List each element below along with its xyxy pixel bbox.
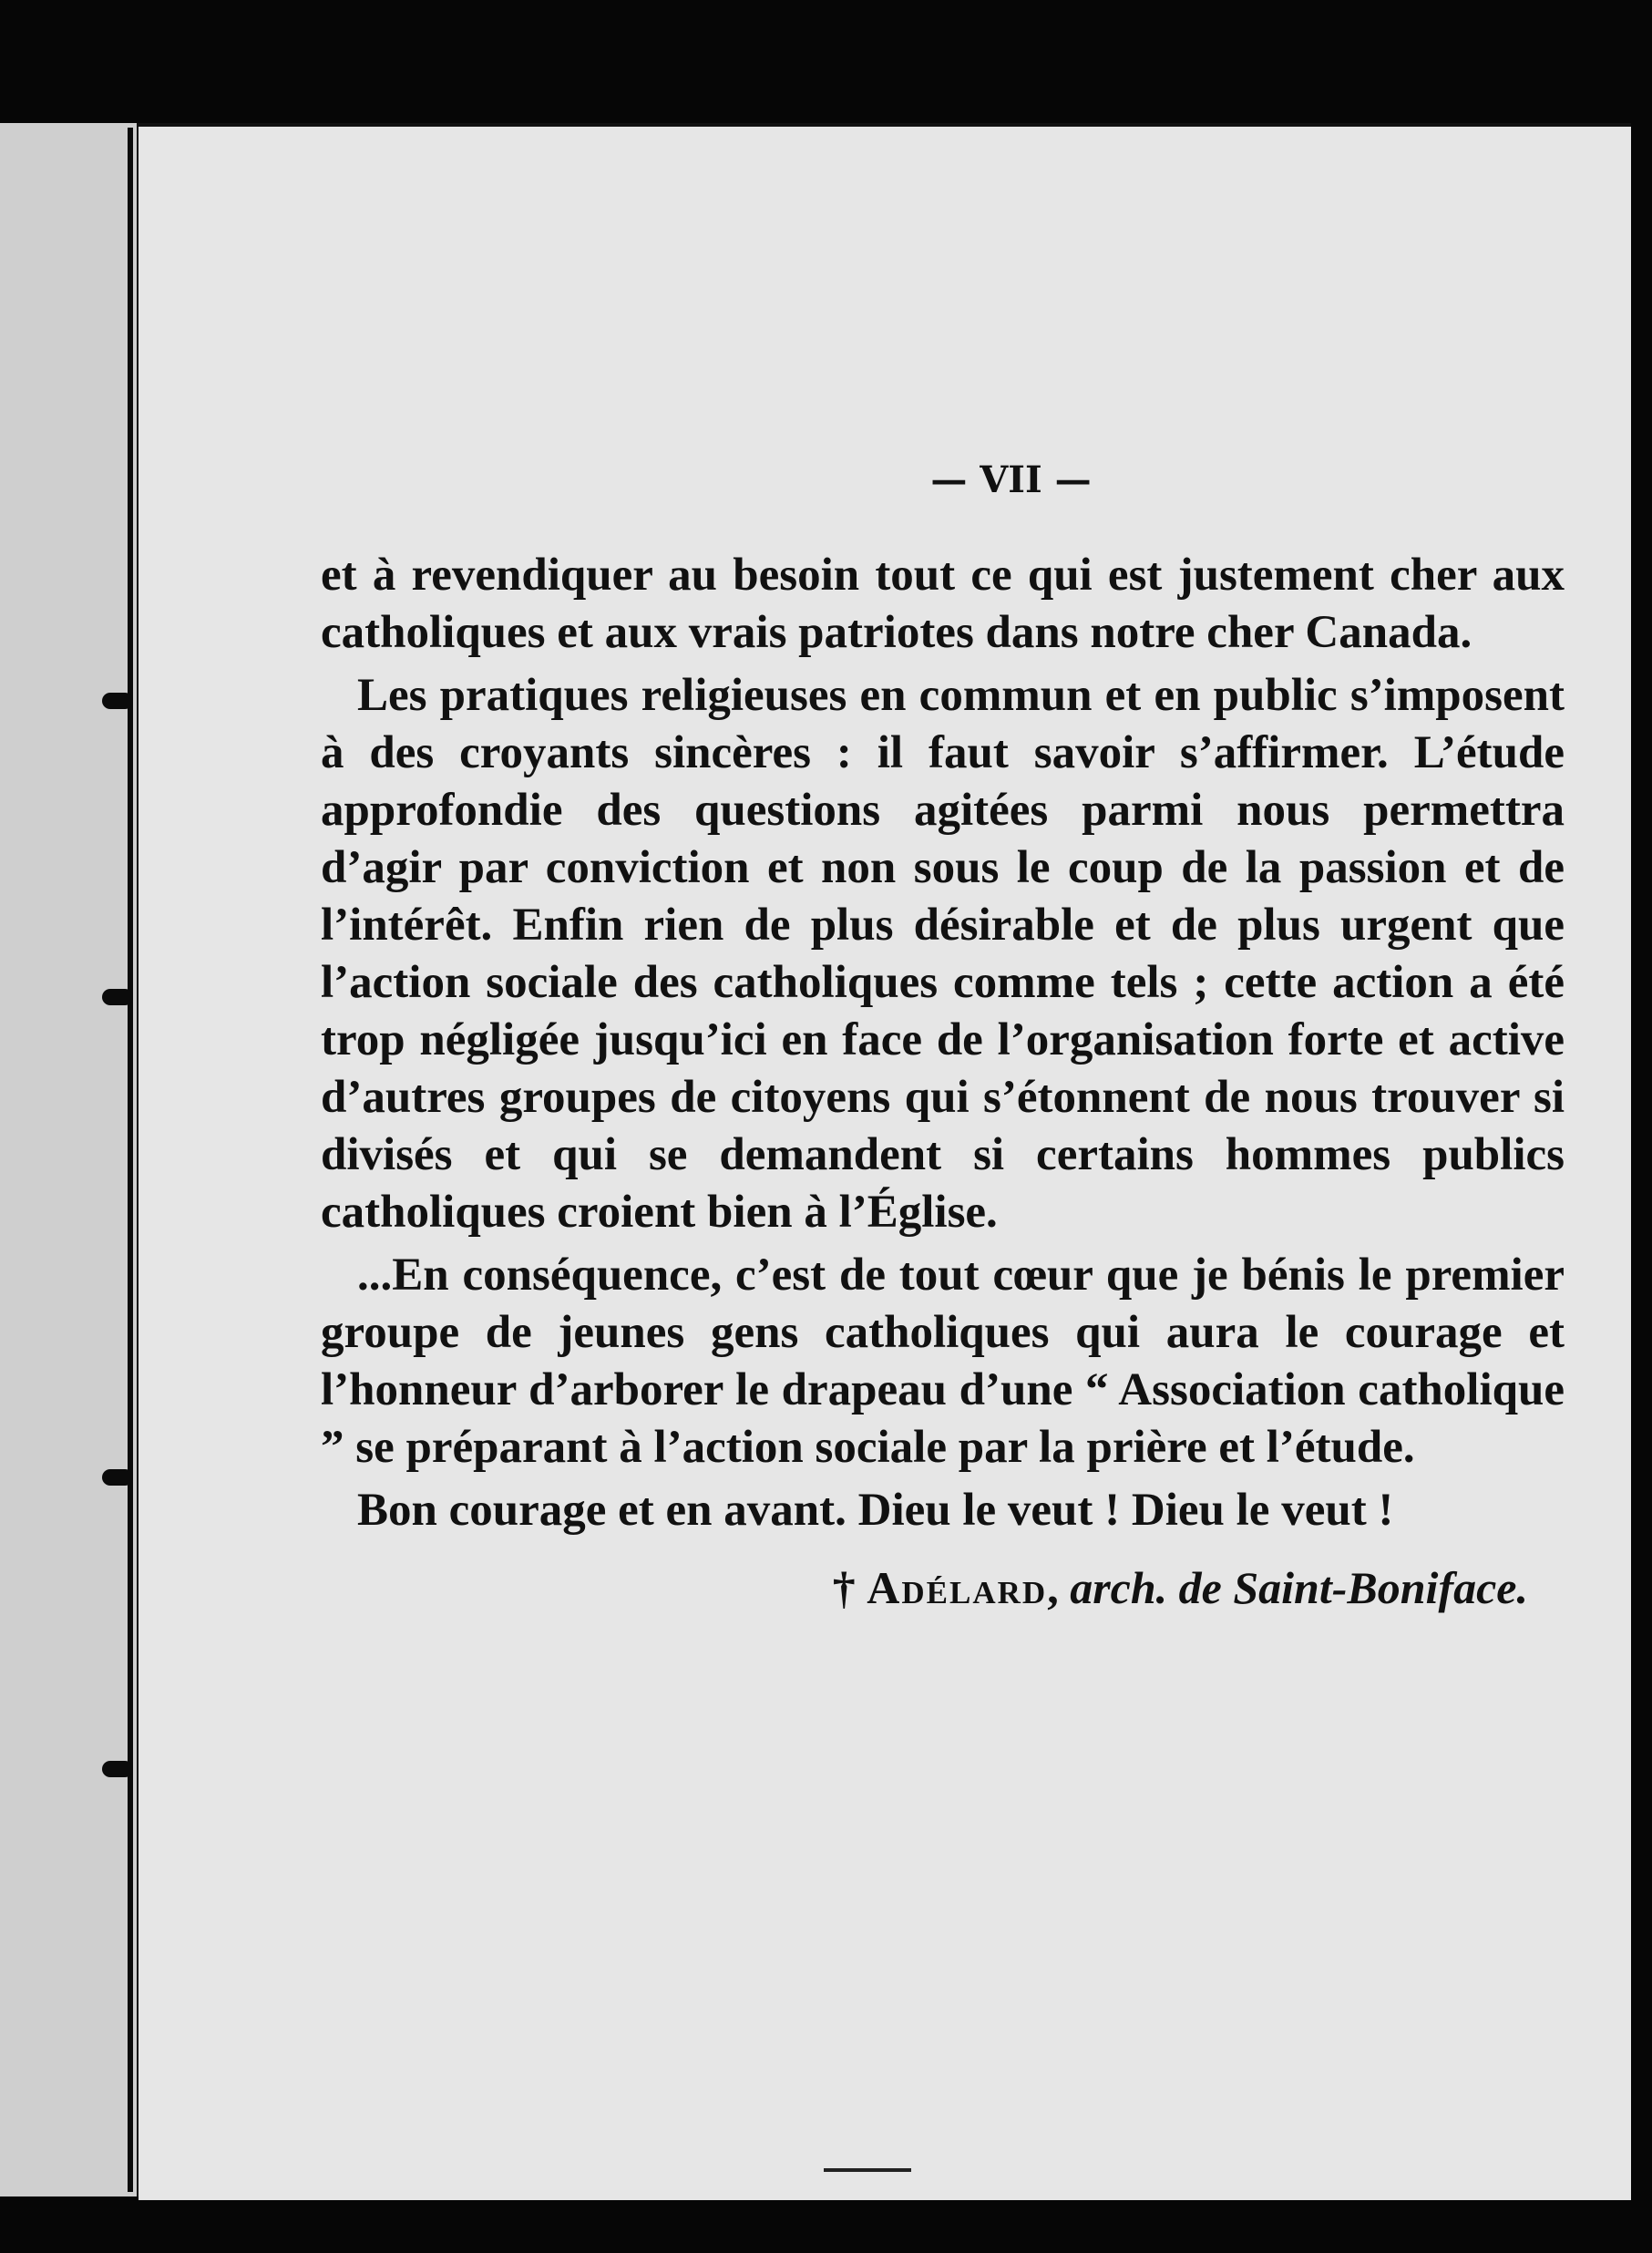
paragraph: Bon courage et en avant. Dieu le veut ! Dieu le veut ! [357, 1485, 1394, 1536]
end-rule [824, 2168, 911, 2172]
paragraph: Les pratiques religieuses en commun et en public s’imposent à des croyants sincères : il faut savoir s’affirmer. L’étude approfondie des questions agitées parmi nous permettra d’agir par conviction et non sous le coup de la passion et de l’intérêt. Enfin rien de plus désirable et de plus urgent que l’action sociale des catholiques comme tels ; cette action a été trop négligée jusqu’ici en face de l’organisation forte et active d’autres groupes de citoyens qui s’étonnent de nous trouver si divisés et qui se demandent si certains hommes publics catholiques croient bien à l’Église. [321, 670, 1565, 1238]
binding-stitch [102, 989, 133, 1005]
signature-name: Adélard [867, 1562, 1048, 1613]
signature-title: arch. de Saint-Boniface. [1070, 1562, 1528, 1613]
signature [321, 1559, 1565, 1617]
book-page [139, 123, 1631, 2200]
binding-stitch [102, 1761, 133, 1777]
paragraph: et à revendiquer au besoin tout ce qui est justement cher aux catholiques et aux vrais patriotes dans notre cher Canada. [321, 550, 1565, 658]
paragraph: ...En conséquence, c’est de tout cœur que je bénis le premier groupe de jeunes gens catholiques qui aura le courage et l’honneur d’arborer le drapeau d’une “ Association catholique ” se préparant à l’action sociale par la prière et l’étude. [321, 1250, 1565, 1473]
binding-stitch [102, 693, 133, 709]
binding-stitch [102, 1469, 133, 1486]
signature-cross: † [832, 1562, 856, 1613]
page-text [321, 451, 1565, 1617]
binding-line [128, 128, 133, 2192]
signature-separator: , [1047, 1562, 1059, 1613]
page-number: — VII — [930, 458, 1092, 501]
previous-page-edge [0, 123, 139, 2196]
